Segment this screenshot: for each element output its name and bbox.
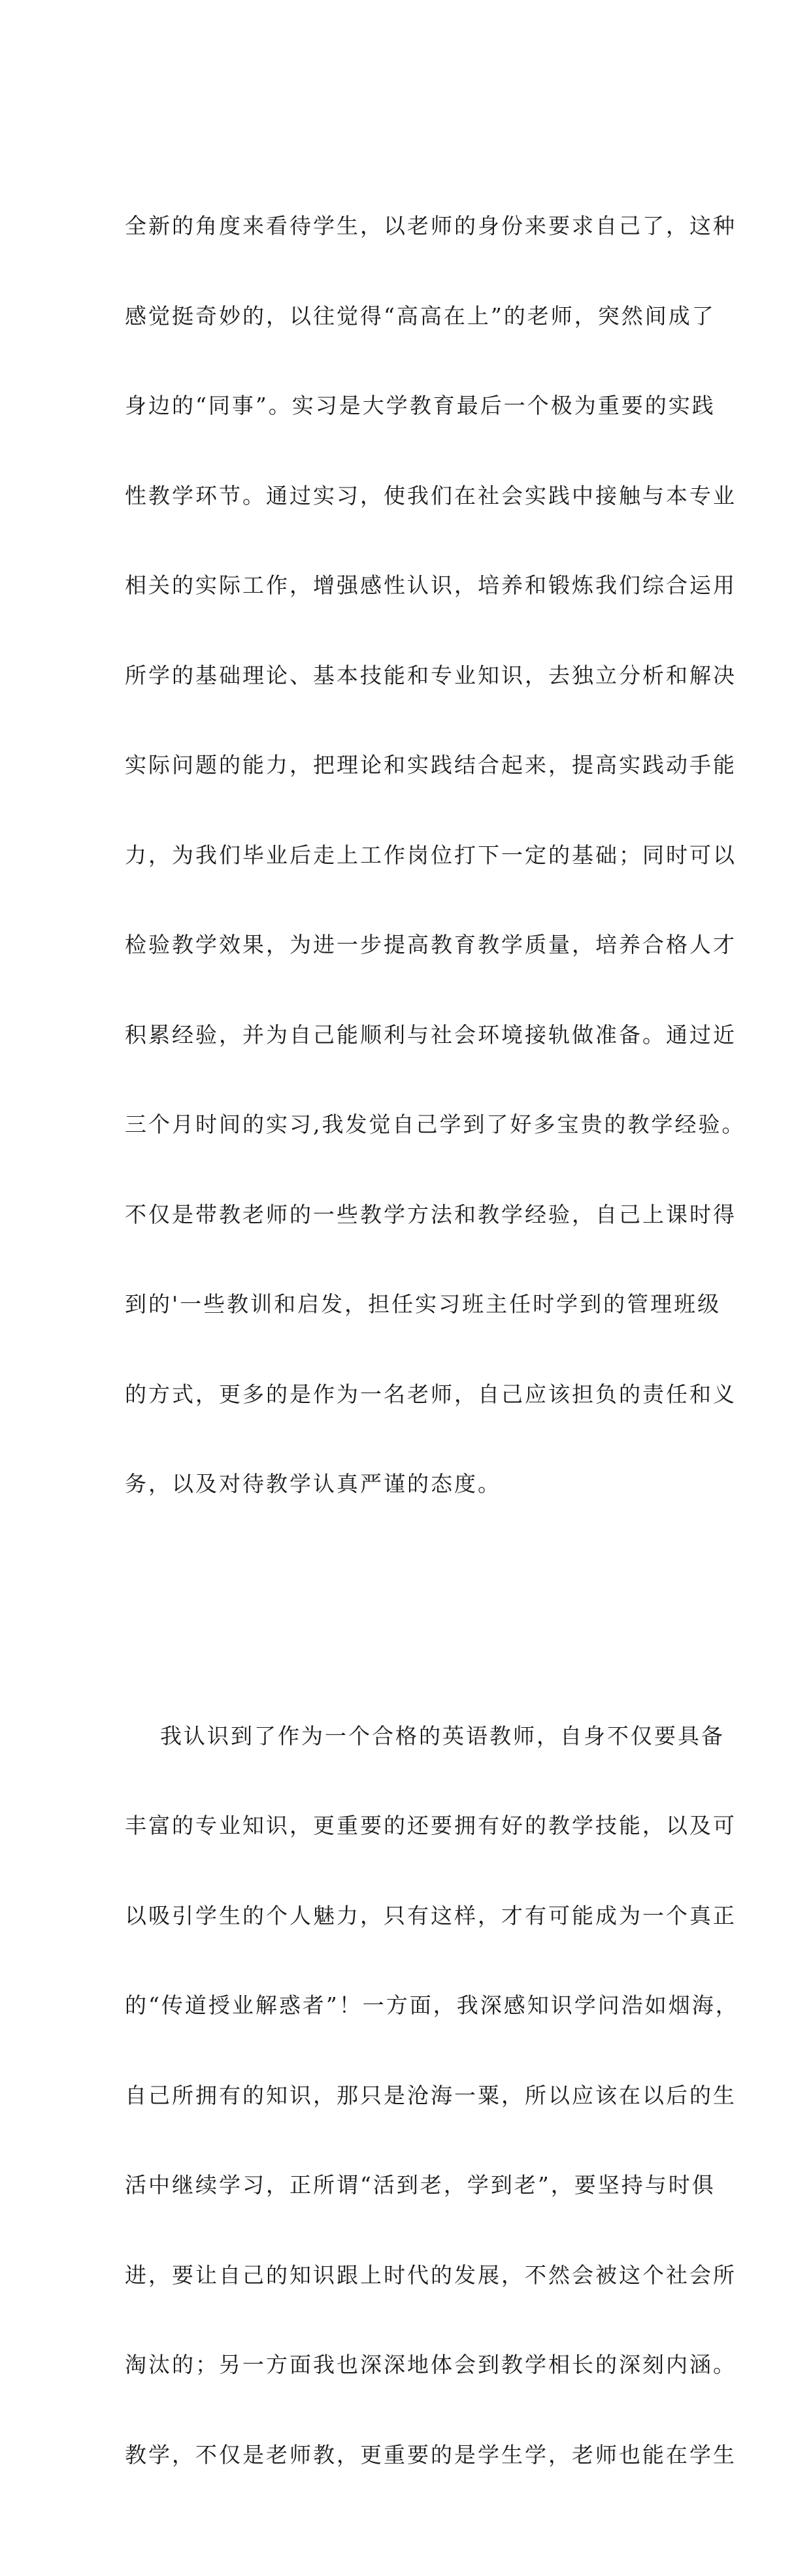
text-line: 淘汰的；另一方面我也深深地体会到教学相长的深刻内涵。 [125,2352,737,2377]
text-line: 不仅是带教老师的一些教学方法和教学经验，自己上课时得 [125,1201,737,1227]
paragraph-2 [125,1666,739,2526]
text-line: 自己所拥有的知识，那只是沧海一粟，所以应该在以后的生 [125,2082,737,2108]
text-line: 到的'一些教训和启发，担任实习班主任时学到的管理班级 [125,1291,721,1317]
paragraph-1 [125,156,746,1555]
text-line: 进，要让自己的知识跟上时代的发展，不然会被这个社会所 [125,2262,737,2288]
text-line: 感觉挺奇妙的，以往觉得“高高在上”的老师，突然间成了 [125,303,716,329]
text-line: 实际问题的能力，把理论和实践结合起来，提高实践动手能 [125,752,737,778]
paragraph-gap [125,1606,693,1615]
text-line: 我认识到了作为一个合格的英语教师，自身不仅要具备 [125,1723,725,1749]
text-line: 丰富的专业知识，更重要的还要拥有好的教学技能，以及可 [125,1813,737,1838]
text-line: 身边的“同事”。实习是大学教育最后一个极为重要的实践 [125,393,716,418]
text-line: 教学，不仅是老师教，更重要的是学生学，老师也能在学生 [125,2441,737,2468]
text-line: 以吸引学生的个人魅力，只有这样，才有可能成为一个真正 [125,1902,737,1928]
text-line: 的方式，更多的是作为一名老师，自己应该担负的责任和义 [125,1381,737,1407]
text-line: 积累经验，并为自己能顺利与社会环境接轨做准备。通过近 [125,1021,737,1048]
document-body [125,105,746,2576]
text-line: 活中继续学习，正所谓“活到老，学到老”，要坚持与时俱 [125,2172,716,2198]
text-line: 的“传道授业解惑者”！一方面，我深感知识学问浩如烟海， [125,1992,739,2018]
text-line: 所学的基础理论、基本技能和专业知识，去独立分析和解决 [125,662,737,688]
text-line: 务，以及对待教学认真严谨的态度。 [125,1471,501,1496]
text-line: 力，为我们毕业后走上工作岗位打下一定的基础；同时可以 [125,842,737,868]
text-line: 性教学环节。通过实习，使我们在社会实践中接触与本专业 [125,482,737,508]
text-line: 相关的实际工作，增强感性认识，培养和锻炼我们综合运用 [125,572,737,598]
text-line: 三个月时间的实习,我发觉自己学到了好多宝贵的教学经验。 [125,1112,746,1137]
text-line: 检验教学效果，为进一步提高教育教学质量，培养合格人才 [125,932,737,957]
text-line: 全新的角度来看待学生，以老师的身份来要求自己了，这种 [125,213,737,239]
